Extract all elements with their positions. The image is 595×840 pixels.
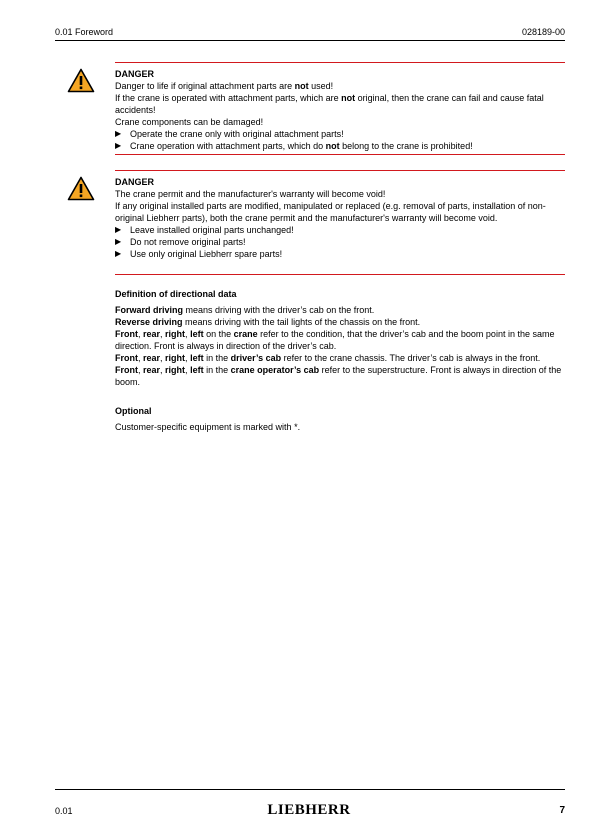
triangle-right-icon: ▶ — [115, 249, 122, 258]
danger-top-rule — [115, 62, 565, 63]
instruction-item: ▶ Use only original Liebherr spare parts! — [115, 249, 283, 259]
danger-top-rule — [115, 170, 565, 171]
danger-box-2 — [60, 170, 565, 276]
optional-section — [115, 405, 565, 433]
danger-box-1 — [60, 62, 565, 158]
liebherr-logo — [262, 801, 356, 817]
instruction-item: ▶ Do not remove original parts! — [115, 237, 246, 247]
danger-bottom-rule — [115, 154, 565, 155]
page-number: 7 — [559, 805, 565, 816]
warning-triangle-icon — [67, 68, 95, 93]
danger-bottom-rule — [115, 274, 565, 275]
danger-title: DANGER — [115, 177, 155, 187]
svg-text:LIEBHERR: LIEBHERR — [267, 802, 351, 817]
danger-text: Crane components can be damaged! — [115, 117, 264, 127]
paragraph: Reverse driving means driving with the tail lights of the chassis on the front. — [115, 317, 421, 327]
warning-triangle-icon — [67, 176, 95, 201]
triangle-right-icon: ▶ — [115, 129, 122, 138]
triangle-right-icon: ▶ — [115, 237, 122, 246]
directional-section — [115, 288, 565, 388]
danger-text: If the crane is operated with attachment parts, which are not original, then the crane can fail and cause fatal accidents! — [115, 93, 544, 115]
paragraph: Customer-specific equipment is marked with *. — [115, 422, 301, 432]
footer-rule — [55, 789, 565, 790]
section-heading: Definition of directional data — [115, 289, 237, 299]
instruction-item: ▶ Leave installed original parts unchanged! — [115, 225, 294, 235]
danger-title: DANGER — [115, 69, 155, 79]
header-rule — [55, 40, 565, 41]
danger-body-2 — [115, 176, 565, 260]
header-doc-number: 028189-00 — [521, 27, 565, 37]
danger-body-1 — [115, 68, 565, 152]
triangle-right-icon: ▶ — [115, 225, 122, 234]
paragraph: Front, rear, right, left in the crane operator’s cab refer to the superstructure. Front is always in direction of the boom. — [115, 365, 562, 387]
header-section: 0.01 Foreword — [55, 27, 114, 37]
danger-text: The crane permit and the manufacturer's warranty will become void! — [115, 189, 386, 199]
instruction-item: ▶ Operate the crane only with original attachment parts! — [115, 129, 344, 139]
paragraph: Front, rear, right, left on the crane refer to the condition, that the driver’s cab and the boom point in the same direction. Front is always in direction of the driver’s cab. — [115, 329, 555, 351]
paragraph: Front, rear, right, left in the driver’s cab refer to the crane chassis. The driver’s cab is always in the front. — [115, 353, 541, 363]
section-heading: Optional — [115, 406, 152, 416]
danger-text: Danger to life if original attachment parts are not used! — [115, 81, 334, 91]
danger-text: If any original installed parts are modified, manipulated or replaced (e.g. removal of parts, installation of non-original Liebherr parts), both the crane permit and the manufacturer's warranty will become void. — [115, 201, 546, 223]
footer-section: 0.01 — [55, 806, 73, 816]
triangle-right-icon: ▶ — [115, 141, 122, 150]
instruction-item: ▶ Crane operation with attachment parts, which do not belong to the crane is prohibited! — [115, 141, 473, 151]
paragraph: Forward driving means driving with the driver’s cab on the front. — [115, 305, 375, 315]
